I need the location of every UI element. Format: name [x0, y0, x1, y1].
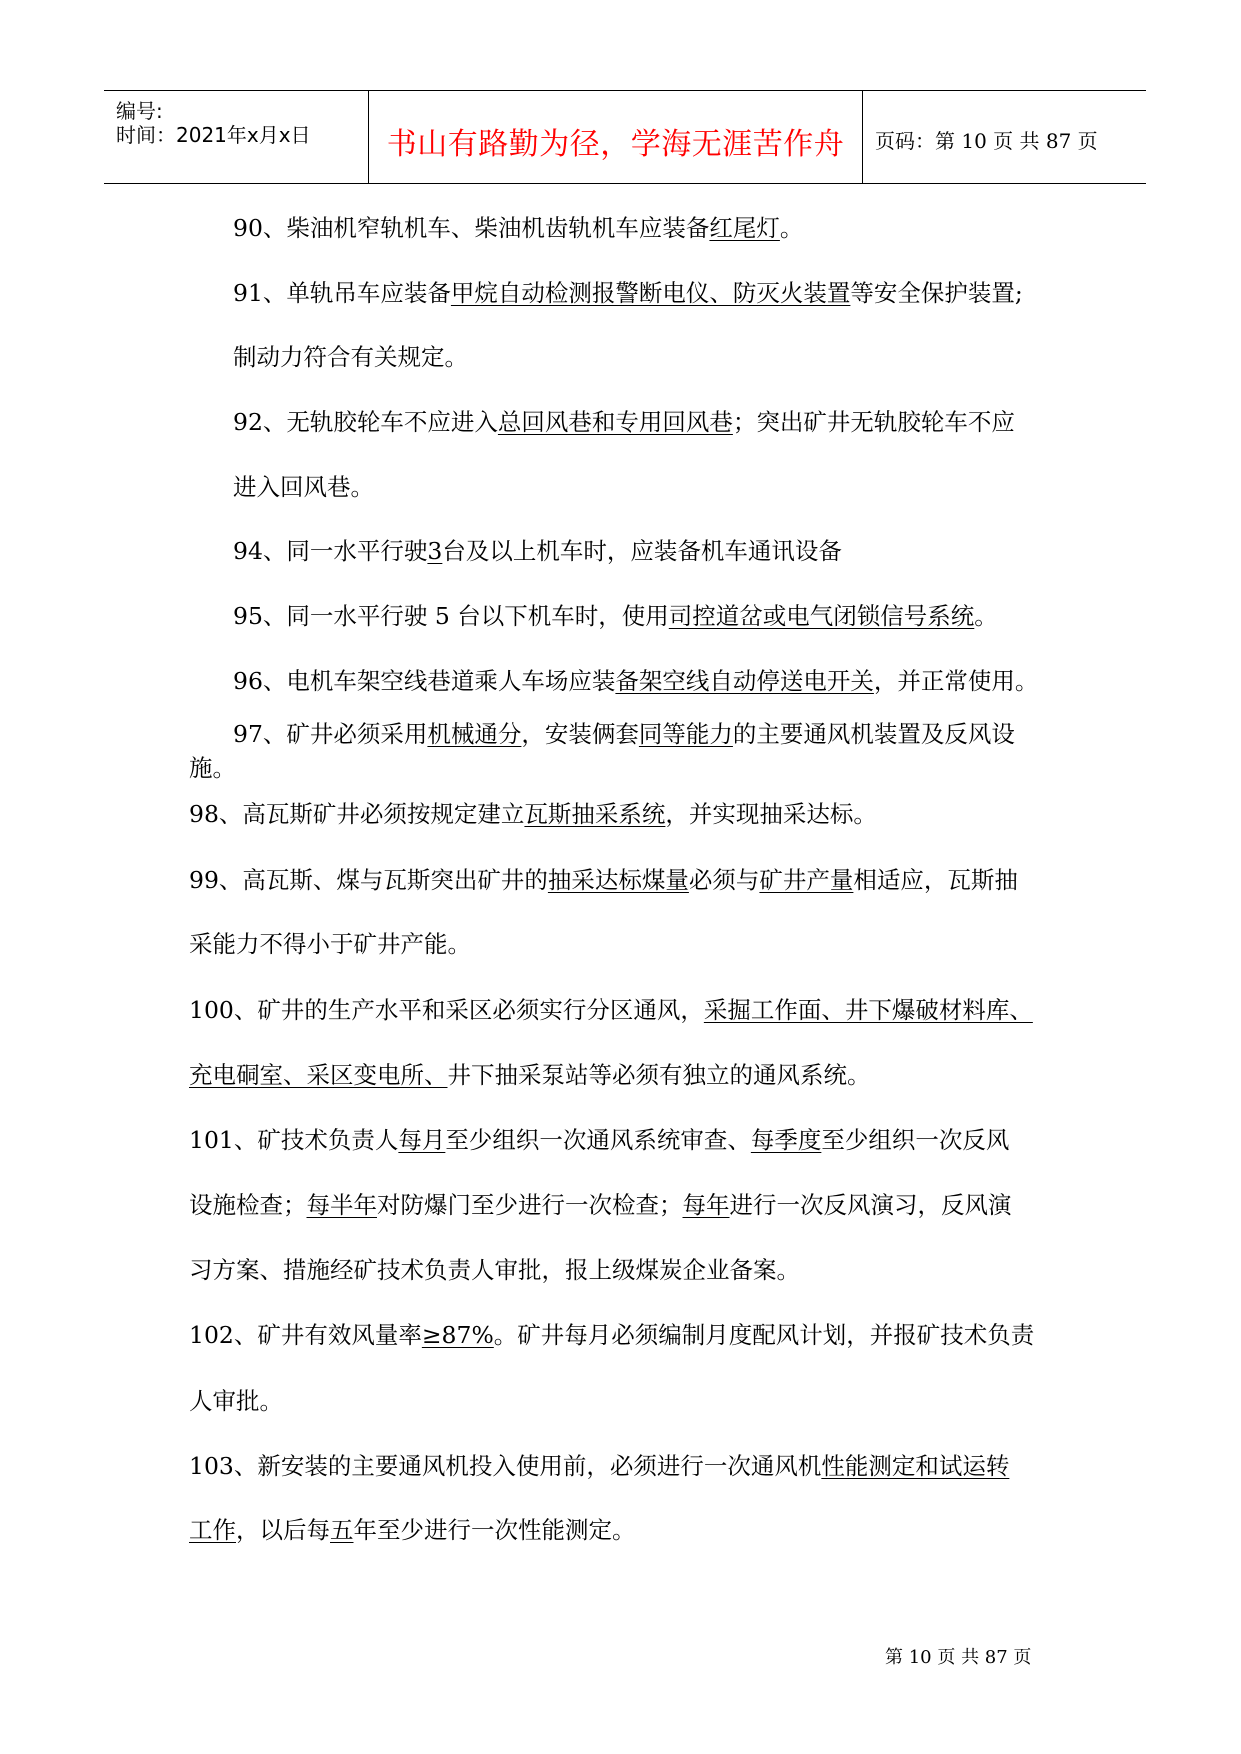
text-segment: 对防爆门至少进行一次检查； — [377, 1191, 683, 1219]
underlined-term: 3 — [427, 537, 443, 565]
page-header — [104, 90, 1146, 184]
text-segment: 台及以上机车时，应装备机车通讯设备 — [442, 537, 842, 565]
underlined-term: 司控道岔或电气闭锁信号系统 — [668, 602, 975, 630]
text-segment: ，以后每 — [236, 1516, 330, 1544]
text-line — [233, 408, 1015, 436]
text-line — [233, 667, 1039, 695]
header-info-cell — [104, 91, 369, 183]
text-line — [189, 1256, 800, 1284]
text-line — [189, 1191, 1012, 1219]
text-line — [233, 602, 998, 630]
text-segment: ，并实现抽采达标。 — [665, 800, 877, 828]
text-segment: 94、同一水平行驶 — [233, 537, 428, 565]
text-line — [189, 800, 877, 828]
text-segment: 97、矿井必须采用 — [233, 720, 428, 748]
header-slogan-cell — [369, 91, 863, 183]
text-line — [189, 1387, 283, 1415]
text-segment: 井下抽采泵站等必须有独立的通风系统。 — [447, 1061, 871, 1089]
header-page-cell — [863, 91, 1146, 183]
underlined-term: 性能测定和试运转 — [821, 1452, 1010, 1480]
text-segment: 至少组织一次通风系统审查、 — [445, 1126, 751, 1154]
text-line — [189, 1516, 636, 1544]
text-segment: 必须与 — [688, 866, 760, 894]
document-code-label: 编号: — [116, 99, 163, 123]
text-segment: 。 — [974, 602, 998, 630]
text-line — [233, 343, 468, 371]
underlined-term: 五 — [330, 1516, 354, 1544]
text-line — [189, 996, 1033, 1024]
text-segment: 习方案、措施经矿技术负责人审批，报上级煤炭企业备案。 — [189, 1256, 800, 1284]
text-segment: 99、高瓦斯、煤与瓦斯突出矿井的 — [189, 866, 548, 894]
underlined-term: 同等能力 — [638, 720, 733, 748]
header-slogan: 书山有路勤为径，学海无涯苦作舟 — [386, 127, 845, 162]
underlined-term: 甲烷自动检测报警断电仪、防灭火装置 — [450, 279, 851, 307]
text-segment: ；突出矿井无轨胶轮车不应 — [732, 408, 1015, 436]
text-segment: 103、新安装的主要通风机投入使用前，必须进行一次通风机 — [189, 1452, 822, 1480]
underlined-term: 每季度 — [750, 1126, 822, 1154]
header-page-code: 页码：第 10 页 共 87 页 — [875, 129, 1098, 153]
text-segment: 95、同一水平行驶 5 台以下机车时，使用 — [233, 602, 669, 630]
text-segment: 101、矿技术负责人 — [189, 1126, 399, 1154]
text-segment: 。 — [779, 214, 804, 242]
text-line — [189, 1321, 1035, 1349]
underlined-term: ≥87% — [421, 1321, 494, 1349]
text-segment: 至少组织一次反风 — [821, 1126, 1010, 1154]
text-segment: 设施检查； — [189, 1191, 307, 1219]
underlined-term: 每月 — [398, 1126, 446, 1154]
text-line — [189, 930, 471, 958]
text-segment: 进行一次反风演习，反风演 — [729, 1191, 1012, 1219]
text-segment: 92、无轨胶轮车不应进入 — [233, 408, 498, 436]
document-time-label: 时间：2021年x月x日 — [116, 123, 311, 147]
text-segment: 。矿井每月必须编制月度配风计划，并报矿技术负责 — [493, 1321, 1035, 1349]
underlined-term: 矿井产量 — [759, 866, 854, 894]
underlined-term: 每年 — [682, 1191, 730, 1219]
text-line — [233, 537, 842, 565]
text-segment: 采能力不得小于矿井产能。 — [189, 930, 471, 958]
underlined-term: 每半年 — [306, 1191, 377, 1219]
text-line — [189, 1126, 1010, 1154]
text-line — [233, 473, 374, 501]
text-line — [189, 866, 1018, 894]
text-line — [233, 720, 1015, 748]
text-segment: 制动力符合有关规定。 — [233, 343, 468, 371]
text-segment: 等安全保护装置; — [850, 279, 1023, 307]
underlined-term: 抽采达标煤量 — [547, 866, 689, 894]
underlined-term: 工作 — [189, 1516, 236, 1544]
underlined-term: 总回风巷和专用回风巷 — [497, 408, 733, 436]
text-segment: 年至少进行一次性能测定。 — [353, 1516, 636, 1544]
text-segment: 相适应，瓦斯抽 — [853, 866, 1018, 894]
text-segment: 100、矿井的生产水平和采区必须实行分区通风， — [189, 996, 704, 1024]
underlined-term: 机械通分 — [427, 720, 522, 748]
text-segment: 90、柴油机窄轨机车、柴油机齿轨机车应装备 — [233, 214, 710, 242]
text-line — [189, 1061, 871, 1089]
text-line — [233, 214, 804, 242]
text-line — [189, 1452, 1010, 1480]
text-line — [233, 279, 1023, 307]
text-segment: 96、电机车架空线巷道乘人车场应装 — [233, 667, 616, 695]
text-segment: 的主要通风机装置及反风设 — [732, 720, 1015, 748]
underlined-term: 充电硐室、采区变电所、 — [189, 1061, 448, 1089]
underlined-term: 备架空线自动停送电开关 — [615, 667, 874, 695]
text-segment: ，并正常使用。 — [873, 667, 1039, 695]
underlined-term: 瓦斯抽采系统 — [524, 800, 666, 828]
underlined-term: 红尾灯 — [709, 214, 780, 242]
text-segment: 进入回风巷。 — [233, 473, 374, 501]
underlined-term: 采掘工作面、井下爆破材料库、 — [703, 996, 1033, 1024]
text-segment: 102、矿井有效风量率 — [189, 1321, 422, 1349]
text-segment: 91、单轨吊车应装备 — [233, 279, 451, 307]
text-segment: 施。 — [189, 754, 236, 782]
text-segment: 98、高瓦斯矿井必须按规定建立 — [189, 800, 525, 828]
text-segment: ，安装俩套 — [521, 720, 639, 748]
text-line — [189, 754, 236, 782]
text-segment: 人审批。 — [189, 1387, 283, 1415]
page-footer: 第 10 页 共 87 页 — [885, 1647, 1032, 1668]
